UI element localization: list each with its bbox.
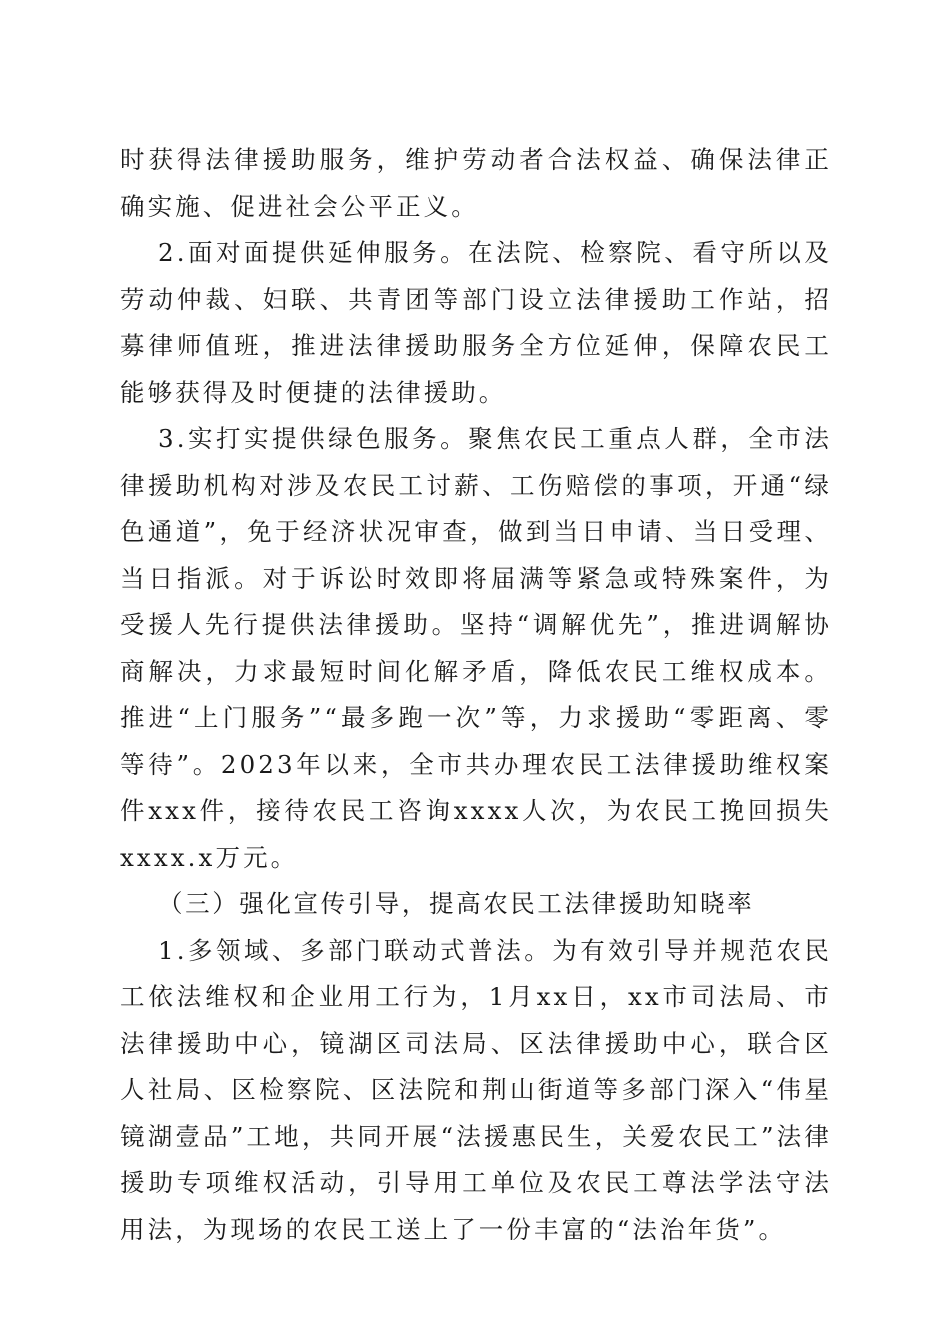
document-body — [120, 137, 832, 1253]
paragraph-green-service: 3.实打实提供绿色服务。聚焦农民工重点人群，全市法律援助机构对涉及农民工讨薪、工伤赔偿的事项，开通“绿色通道”，免于经济状况审查，做到当日申请、当日受理、当日指派。对于诉讼时效即将届满等紧急或特殊案件，为受援人先行提供法律援助。坚持“调解优先”，推进调解协商解决，力求最短时间化解矛盾，降低农民工维权成本。推进“上门服务”“最多跑一次”等，力求援助“零距离、零等待”。2023年以来，全市共办理农民工法律援助维权案件xxx件，接待农民工咨询xxxx人次，为农民工挽回损失xxxx.x万元。 — [120, 424, 832, 872]
paragraph-continuation: 时获得法律援助服务，维护劳动者合法权益、确保法律正确实施、促进社会公平正义。 — [120, 145, 832, 221]
section-heading: （三）强化宣传引导，提高农民工法律援助知晓率 — [158, 889, 755, 918]
paragraph-extension-service: 2.面对面提供延伸服务。在法院、检察院、看守所以及劳动仲裁、妇联、共青团等部门设立法律援助工作站，招募律师值班，推进法律援助服务全方位延伸，保障农民工能够获得及时便捷的法律援助。 — [120, 238, 832, 407]
paragraph-law-popularization: 1.多领域、多部门联动式普法。为有效引导并规范农民工依法维权和企业用工行为，1月xx日，xx市司法局、市法律援助中心，镜湖区司法局、区法律援助中心，联合区人社局、区检察院、区法院和荆山街道等多部门深入“伟星镜湖壹品”工地，共同开展“法援惠民生，关爱农民工”法律援助专项维权活动，引导用工单位及农民工尊法学法守法用法，为现场的农民工送上了一份丰富的“法治年货”。 — [120, 935, 832, 1244]
